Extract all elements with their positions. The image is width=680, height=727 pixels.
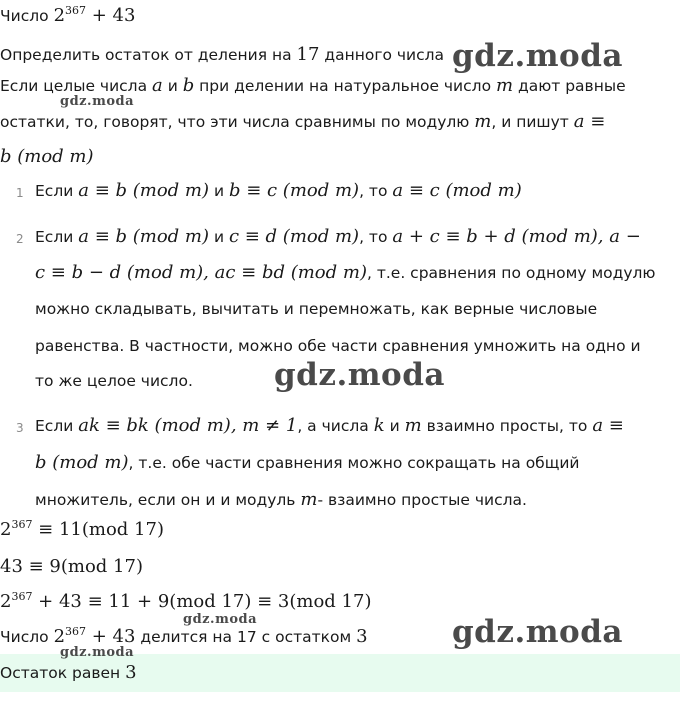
property-2-line-4: равенства. В частности, можно обе части сравнения умножить на одно и [35,337,641,355]
property-3-line-3: множитель, если он и и модуль m- взаимно простые числа. [35,489,527,510]
list-number-3: 3 [16,421,24,435]
calc-conclusion: Число $2^{367} + 43$ делится на 17 с остатком 3 [0,625,368,647]
definition-line-2: остатки, то, говорят, что эти числа сравнимы по модулю m, и пишут a ≡ [0,111,606,132]
title-text: Число [0,7,49,25]
property-2-line-3: можно складывать, вычитать и перемножать, как верные числовые [35,300,598,318]
property-1: Если a ≡ b (mod m) и b ≡ c (mod m), то a ≡ c (mod m) [35,180,522,201]
property-3-line-2: b (mod m), т.е. обе части сравнения можно сокращать на общий [35,452,580,473]
property-2-line-5: то же целое число. [35,372,193,390]
definition-line-1: Если целые числа a и b при делении на натуральное число m дают равные [0,75,626,96]
problem-title [0,4,135,26]
answer-text: Остаток равен 3 [0,662,137,683]
watermark-logo: gdz.moda [60,94,135,109]
definition-line-3: b (mod m) [0,146,94,167]
watermark-logo: gdz.moda [183,612,258,627]
property-2-line-1: Если a ≡ b (mod m) и c ≡ d (mod m), то a + c ≡ b + d (mod m), a − [35,226,641,247]
list-number-2: 2 [16,232,24,246]
calc-line-1: $2^{367} \equiv 11(mod$ 17) [0,518,164,540]
watermark-logo: gdz.moda [452,614,623,650]
property-2-line-2: c ≡ b − d (mod m), ac ≡ bd (mod m), т.е. сравнения по одному модулю [35,262,656,283]
calc-line-3: $2^{367} + 43 \equiv 11 + 9(mod$ 17) ≡ 3(mod 17) [0,590,372,612]
watermark-logo: gdz.moda [274,357,445,393]
title-base: $2^{367} + 43$ [53,4,136,26]
watermark-logo: gdz.moda [452,38,623,74]
property-3-line-1: Если ak ≡ bk (mod m), m ≠ 1, а числа k и m взаимно просты, то a ≡ [35,415,624,436]
watermark-logo: gdz.moda [60,645,135,660]
list-number-1: 1 [16,186,24,200]
task-statement: Определить остаток от деления на 17 данного числа [0,44,445,65]
calc-line-2: 43 ≡ 9(mod 17) [0,556,143,577]
